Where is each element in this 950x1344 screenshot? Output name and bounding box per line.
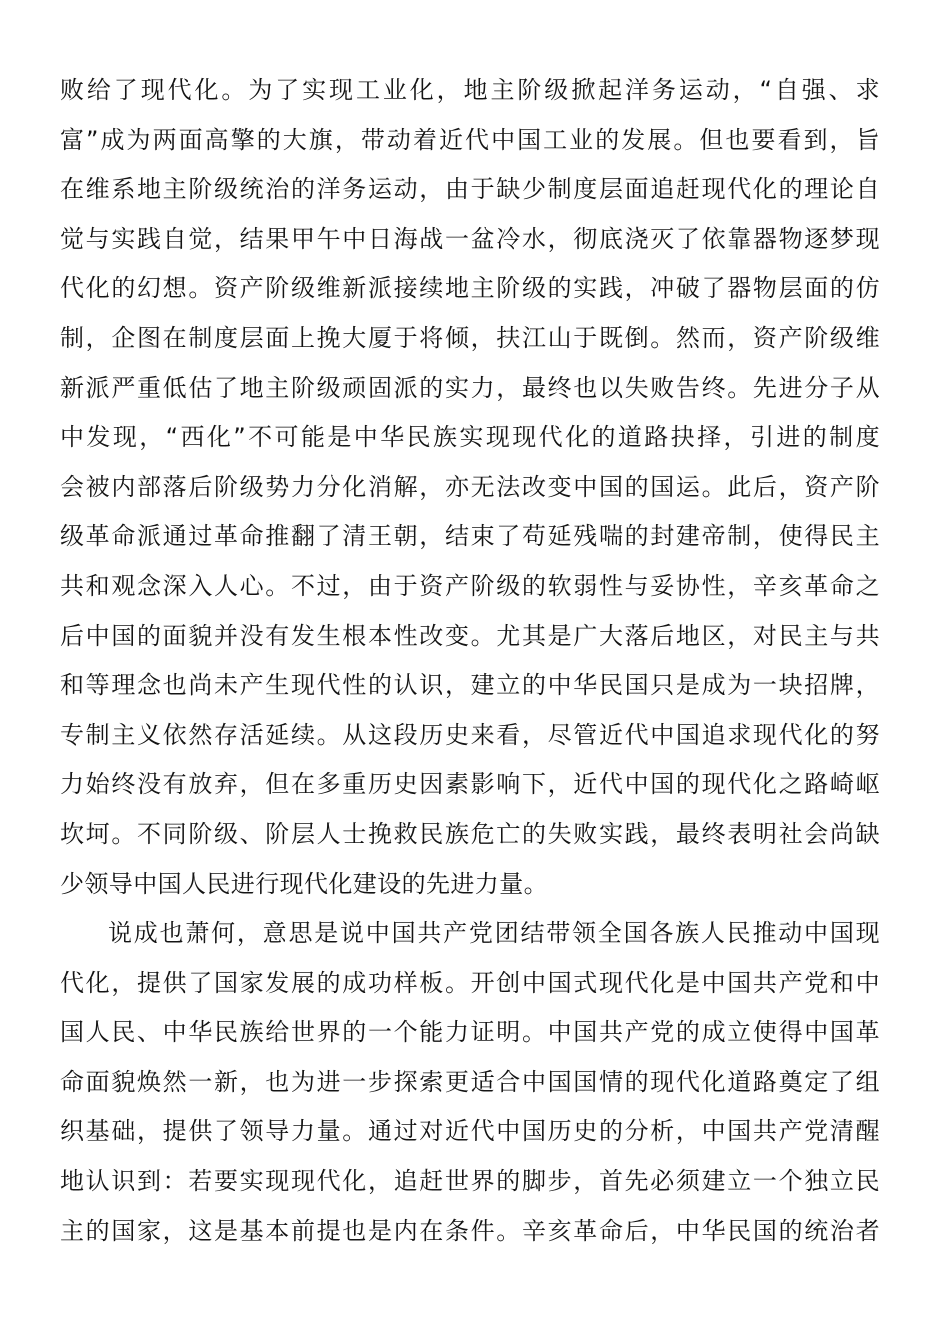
text-line: 后中国的面貌并没有发生根本性改变。尤其是广大落后地区，对民主与共 — [60, 621, 880, 650]
text-line: 国人民、中华民族给世界的一个能力证明。中国共产党的成立使得中国革 — [60, 1018, 880, 1047]
paragraph-modernization-history — [60, 66, 880, 909]
text-line: 制，企图在制度层面上挽大厦于将倾，扶江山于既倒。然而，资产阶级维 — [60, 323, 880, 352]
text-line: 织基础，提供了领导力量。通过对近代中国历史的分析，中国共产党清醒 — [60, 1117, 880, 1146]
text-line: 共和观念深入人心。不过，由于资产阶级的软弱性与妥协性，辛亥革命之 — [60, 571, 880, 600]
text-line: 新派严重低估了地主阶级顽固派的实力，最终也以失败告终。先进分子从 — [60, 373, 880, 402]
document-page — [60, 66, 880, 1256]
text-line: 少领导中国人民进行现代化建设的先进力量。 — [60, 869, 548, 898]
text-line: 代化，提供了国家发展的成功样板。开创中国式现代化是中国共产党和中 — [60, 968, 880, 997]
text-line: 和等理念也尚未产生现代性的认识，建立的中华民国只是成为一块招牌， — [60, 671, 880, 700]
text-line: 富”成为两面高擎的大旗，带动着近代中国工业的发展。但也要看到，旨 — [60, 125, 880, 154]
text-line: 中发现，“西化”不可能是中华民族实现现代化的道路抉择，引进的制度 — [60, 423, 880, 452]
text-line: 坎坷。不同阶级、阶层人士挽救民族危亡的失败实践，最终表明社会尚缺 — [60, 819, 880, 848]
text-line: 觉与实践自觉，结果甲午中日海战一盆冷水，彻底浇灭了依靠器物逐梦现 — [60, 224, 880, 253]
text-line: 级革命派通过革命推翻了清王朝，结束了苟延残喘的封建帝制，使得民主 — [60, 522, 880, 551]
text-line: 说成也萧何，意思是说中国共产党团结带领全国各族人民推动中国现 — [108, 919, 880, 948]
text-line: 败给了现代化。为了实现工业化，地主阶级掀起洋务运动，“自强、求 — [60, 76, 880, 104]
text-line: 主的国家，这是基本前提也是内在条件。辛亥革命后，中华民国的统治者 — [60, 1216, 880, 1245]
text-line: 会被内部落后阶级势力分化消解，亦无法改变中国的国运。此后，资产阶 — [60, 472, 880, 501]
text-line: 代化的幻想。资产阶级维新派接续地主阶级的实践，冲破了器物层面的仿 — [60, 274, 880, 303]
text-line: 在维系地主阶级统治的洋务运动，由于缺少制度层面追赶现代化的理论自 — [60, 175, 880, 204]
text-line: 地认识到：若要实现现代化，追赶世界的脚步，首先必须建立一个独立民 — [60, 1167, 880, 1196]
text-line: 专制主义依然存活延续。从这段历史来看，尽管近代中国追求现代化的努 — [60, 720, 880, 749]
text-line: 命面貌焕然一新，也为进一步探索更适合中国国情的现代化道路奠定了组 — [60, 1067, 880, 1096]
paragraph-communist-party-success — [60, 909, 880, 1256]
text-line: 力始终没有放弃，但在多重历史因素影响下，近代中国的现代化之路崎岖 — [60, 770, 880, 799]
